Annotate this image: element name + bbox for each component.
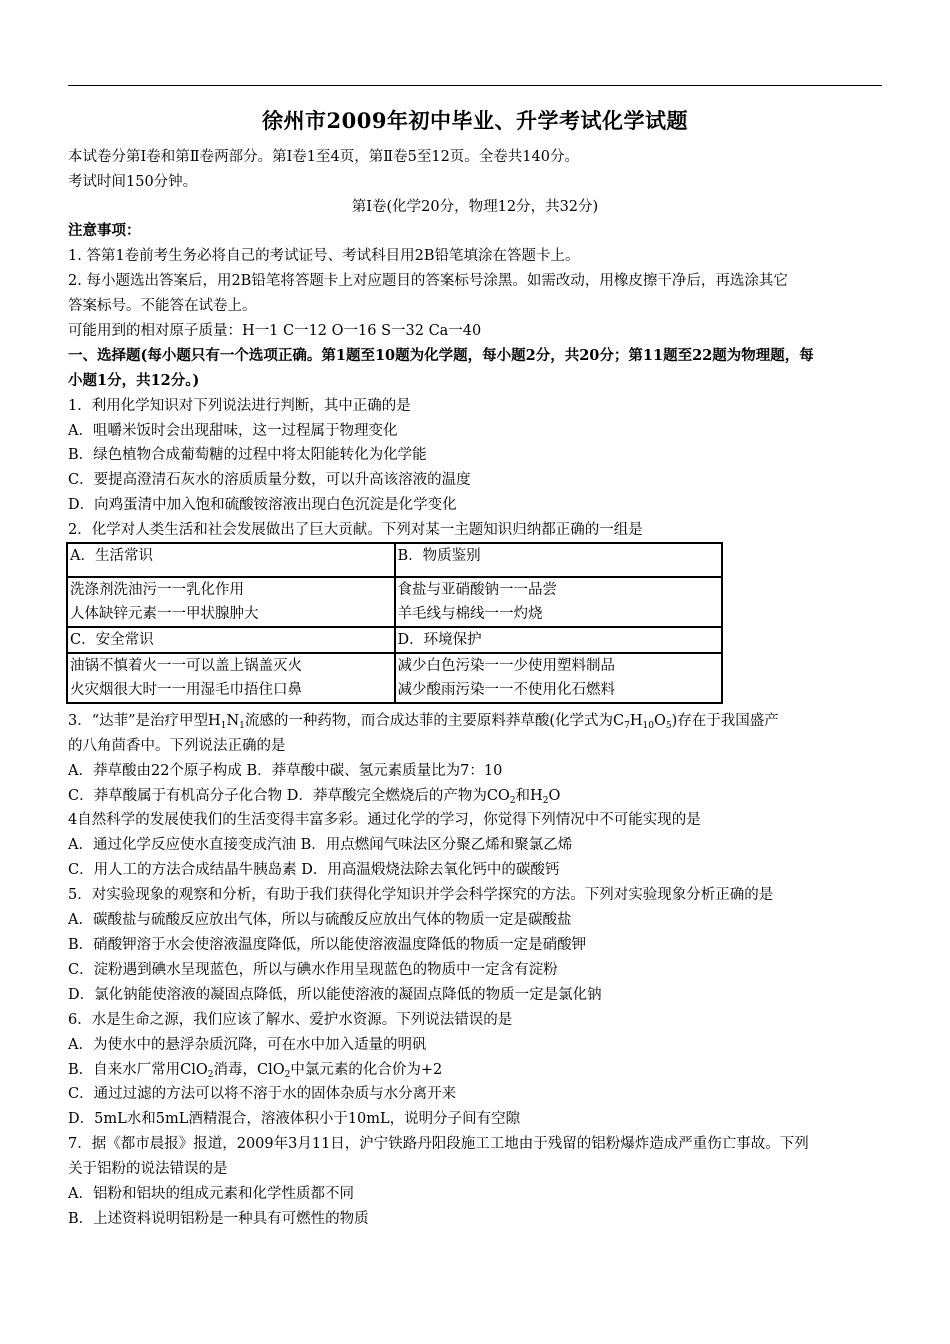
q2-c-line-2: 火灾烟很大时一一用湿毛巾捂住口鼻	[70, 682, 302, 698]
q1-option-c: C．要提高澄清石灰水的溶质质量分数，可以升高该溶液的温度	[68, 472, 471, 488]
header-rule	[68, 85, 882, 86]
q2-cell-c-body	[67, 653, 395, 703]
notice-item-1: 1. 答第1卷前考生务必将自己的考试证号、考试科目用2B铅笔填涂在答题卡上。	[68, 248, 580, 264]
q5-option-c: C．淀粉遇到碘水呈现蓝色，所以与碘水作用呈现蓝色的物质中一定含有淀粉	[68, 962, 558, 978]
q2-stem: 2．化学对人类生活和社会发展做出了巨大贡献。下列对某一主题知识归纳都正确的一组是	[68, 522, 643, 538]
q7-stem-a: 7．据《都市晨报》报道，2009年3月11日，沪宁铁路丹阳段施工工地由于残留的铝粉爆炸造成严重伤亡事故。下列	[68, 1136, 809, 1152]
q1-option-b: B．绿色植物合成葡萄糖的过程中将太阳能转化为化学能	[68, 447, 427, 463]
q2-cell-c-head: C．安全常识	[67, 627, 395, 653]
q5-option-d: D．氯化钠能使溶液的凝固点降低，所以能使溶液的凝固点降低的物质一定是氯化钠	[68, 987, 602, 1003]
q2-d-line-1: 减少白色污染一一少使用塑料制品	[397, 658, 615, 674]
q7-option-b: B．上述资料说明铝粉是一种具有可燃性的物质	[68, 1211, 369, 1227]
q3-options-ab: A．莽草酸由22个原子构成 B．莽草酸中碳、氢元素质量比为7：10	[68, 763, 503, 779]
q4-stem: 4自然科学的发展使我们的生活变得丰富多彩。通过化学的学习，你觉得下列情况中不可能实现的是	[68, 812, 701, 828]
q5-option-a: A．碳酸盐与硫酸反应放出气体，所以与硫酸反应放出气体的物质一定是碳酸盐	[68, 912, 572, 928]
q2-cell-d-head: D．环境保护	[395, 627, 723, 653]
q2-d-line-2: 减少酸雨污染一一不使用化石燃料	[397, 682, 615, 698]
q2-knowledge-table	[66, 542, 723, 704]
q4-options-cd: C．用人工的方法合成结晶牛胰岛素 D．用高温煅烧法除去氧化钙中的碳酸钙	[68, 862, 560, 878]
q1-stem: 1．利用化学知识对下列说法进行判断，其中正确的是	[68, 398, 411, 414]
q3-options-cd: C．莽草酸属于有机高分子化合物 D．莽草酸完全燃烧后的产物为$CO_2$和$H_2O$	[68, 788, 561, 806]
q2-b-line-2: 羊毛线与棉线一一灼烧	[397, 606, 543, 622]
q2-cell-d-body	[395, 653, 723, 703]
q2-b-line-1: 食盐与亚硝酸钠一一品尝	[397, 582, 557, 598]
part1-heading-b: 小题1分，共12分。)	[68, 372, 200, 389]
q7-stem-b: 关于铝粉的说法错误的是	[68, 1161, 228, 1177]
q6-stem: 6．水是生命之源，我们应该了解水、爱护水资源。下列说法错误的是	[68, 1012, 513, 1028]
q1-option-d: D．向鸡蛋清中加入饱和硫酸铵溶液出现白色沉淀是化学变化	[68, 497, 457, 513]
q2-a-line-1: 洗涤剂洗油污一一乳化作用	[70, 582, 244, 598]
q2-cell-a-head: A．生活常识	[67, 543, 395, 577]
section-heading: 第Ⅰ卷(化学20分，物理12分，共32分)	[351, 199, 599, 215]
q2-a-line-2: 人体缺锌元素一一甲状腺肿大	[70, 606, 259, 622]
q2-cell-a-body	[67, 577, 395, 627]
q5-stem: 5．对实验现象的观察和分析，有助于我们获得化学知识并学会科学探究的方法。下列对实验现象分析正确的是	[68, 887, 774, 903]
q6-option-a: A．为使水中的悬浮杂质沉降，可在水中加入适量的明矾	[68, 1037, 427, 1053]
q3-stem-a: 3．“达菲”是治疗甲型$H_1N_1$流感的一种药物，而合成达菲的主要原料莽草酸(化学式为$C_7H_{10}O_5$)存在于我国盛产	[68, 713, 779, 731]
intro-line-2: 考试时间150分钟。	[68, 174, 198, 190]
notice-heading: 注意事项：	[68, 222, 141, 239]
exam-title: 徐州市2009年初中毕业、升学考试化学试题	[262, 108, 688, 133]
q5-option-b: B．硝酸钾溶于水会使溶液温度降低，所以能使溶液温度降低的物质一定是硝酸钾	[68, 937, 587, 953]
intro-line-1: 本试卷分第Ⅰ卷和第Ⅱ卷两部分。第Ⅰ卷1至4页，第Ⅱ卷5至12页。全卷共140分。	[68, 149, 579, 165]
q1-option-a: A．咀嚼米饭时会出现甜味，这一过程属于物理变化	[68, 423, 398, 439]
q7-option-a: A．铝粉和铝块的组成元素和化学性质都不同	[68, 1186, 354, 1202]
q2-cell-b-head: B．物质鉴别	[395, 543, 723, 577]
q6-option-d: D．5mL水和5mL酒精混合，溶液体积小于10mL，说明分子间有空隙	[68, 1111, 521, 1127]
q2-c-line-1: 油锅不慎着火一一可以盖上锅盖灭火	[70, 658, 302, 674]
q4-options-ab: A．通过化学反应使水直接变成汽油 B．用点燃闻气味法区分聚乙烯和聚氯乙烯	[68, 837, 573, 853]
notice-item-2b: 答案标号。不能答在试卷上。	[68, 298, 257, 314]
q6-option-c: C．通过过滤的方法可以将不溶于水的固体杂质与水分离开来	[68, 1086, 457, 1102]
atomic-masses: 可能用到的相对原子质量：H一1 C一12 O一16 S一32 Ca一40	[68, 323, 482, 339]
q2-cell-b-body	[395, 577, 723, 627]
q6-option-b: B．自来水厂常用ClO$_2$消毒，ClO$_2$中氯元素的化合价为+2	[68, 1062, 443, 1080]
q3-stem-b: 的八角茴香中。下列说法正确的是	[68, 738, 286, 754]
part1-heading-a: 一、选择题(每小题只有一个选项正确。第1题至10题为化学题，每小题2分，共20分；第11题至22题为物理题，每	[68, 347, 814, 364]
notice-item-2a: 2. 每小题选出答案后，用2B铅笔将答题卡上对应题目的答案标号涂黑。如需改动，用橡皮擦干净后，再选涂其它	[68, 273, 788, 289]
